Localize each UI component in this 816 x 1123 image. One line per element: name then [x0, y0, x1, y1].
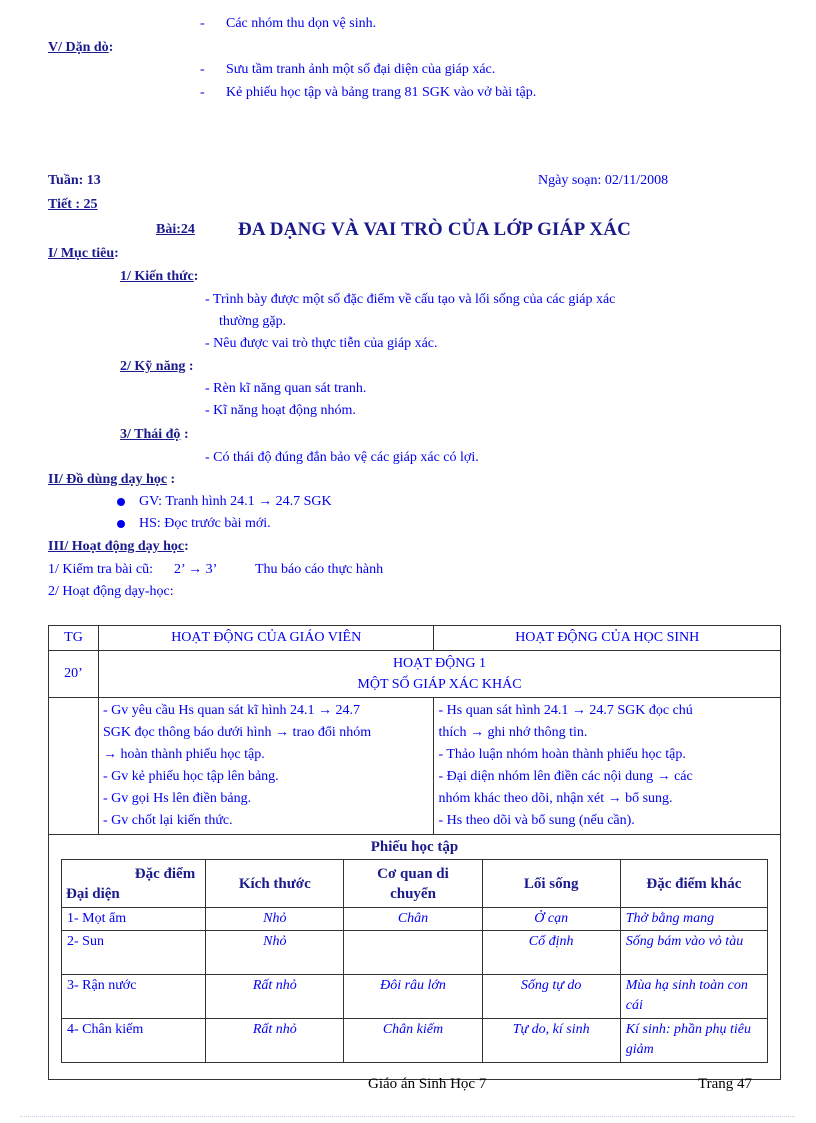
review-label: 1/ Kiểm tra bài cũ: [48, 562, 153, 577]
knowledge-item-cont: thường gặp. [219, 314, 287, 329]
activity-time-empty [49, 698, 99, 835]
teaching-label: 2/ Hoạt động dạy-học: [48, 584, 174, 599]
corner-header: Đặc điểm Đại diện [62, 860, 206, 908]
bullet-icon [117, 498, 125, 506]
skills-item: - Kĩ năng hoạt động nhóm. [205, 403, 356, 418]
bullet-icon [117, 520, 125, 528]
table-row: 2- Sun Nhỏ Cố định Sống bám vào vỏ tàu [62, 931, 768, 975]
activity-time: 20’ [49, 651, 99, 698]
table-header-row [49, 626, 781, 651]
review-line [48, 562, 383, 578]
activities-heading: III/ Hoạt động dạy học: [48, 539, 189, 554]
skills-heading: 2/ Kỹ năng : [120, 359, 194, 374]
materials-heading: II/ Đồ dùng dạy học : [48, 472, 176, 487]
footer-page-number: Trang 47 [698, 1076, 753, 1092]
lesson-title: ĐA DẠNG VÀ VAI TRÒ CỦA LỚP GIÁP XÁC [238, 219, 632, 240]
activity-content-row [49, 698, 781, 835]
materials-item: GV: Tranh hình 24.1 → 24.7 SGK [117, 494, 332, 510]
prepared-date: Ngày soạn: 02/11/2008 [538, 173, 669, 188]
worksheet-row [49, 835, 781, 1080]
objectives-heading: I/ Mục tiêu: [48, 246, 119, 261]
page-break-divider [20, 1116, 795, 1117]
review-time: 2’ → 3’ [173, 562, 217, 577]
header-student: HOẠT ĐỘNG CỦA HỌC SINH [434, 626, 781, 651]
header-time: TG [49, 626, 99, 651]
header-teacher: HOẠT ĐỘNG CỦA GIÁO VIÊN [98, 626, 434, 651]
col-movement: Cơ quan di chuyển [344, 860, 482, 908]
skills-item: - Rèn kĩ năng quan sát tranh. [205, 381, 367, 396]
activity-title: HOẠT ĐỘNG 1 MỘT SỐ GIÁP XÁC KHÁC [98, 651, 780, 698]
materials-item: HS: Đọc trước bài mới. [117, 516, 271, 532]
review-note: Thu báo cáo thực hành [254, 562, 384, 577]
table-row: 1- Mọt ẩm Nhỏ Chân Ở cạn Thở bằng mang [62, 908, 768, 931]
cleanup-item: - Các nhóm thu dọn vệ sinh. [200, 16, 377, 31]
activity-table [48, 625, 781, 1080]
col-other: Đặc điểm khác [620, 860, 767, 908]
period-label: Tiết : 25 [48, 197, 98, 212]
col-size: Kích thước [206, 860, 344, 908]
footer-doc-name: Giáo án Sinh Học 7 [368, 1076, 487, 1092]
week-label: Tuần: 13 [48, 173, 101, 188]
student-activities: - Hs quan sát hình 24.1 → 24.7 SGK đọc chú thích → ghi nhớ thông tin. - Thảo luận nhóm hoàn thành phiếu học tập. - Đại diện nhóm lên điền các nội dung → các nhóm khác theo dõi, nhận xét → bổ sung. - Hs theo dõi và bổ sung (nếu cần). [434, 698, 781, 835]
worksheet-table [61, 859, 768, 1063]
knowledge-item: - Trình bày được một số đặc điểm về cấu tạo và lối sống của các giáp xác [205, 292, 616, 307]
activity-title-row [49, 651, 781, 698]
homework-item: - Sưu tầm tranh ảnh một số đại diện của giáp xác. [200, 62, 496, 77]
homework-heading: V/ Dặn dò: [48, 40, 114, 55]
knowledge-item: - Nêu được vai trò thực tiễn của giáp xác. [205, 336, 438, 351]
worksheet-title: Phiếu học tập [370, 839, 459, 855]
knowledge-heading: 1/ Kiến thức: [120, 269, 199, 284]
worksheet-header-row [62, 860, 768, 908]
lesson-number: Bài:24 [156, 222, 195, 237]
table-row: 3- Rận nước Rất nhỏ Đôi râu lớn Sống tự do Mùa hạ sinh toàn con cái [62, 975, 768, 1019]
homework-item: - Kẻ phiếu học tập và bảng trang 81 SGK vào vở bài tập. [200, 85, 537, 100]
worksheet-container [49, 835, 781, 1080]
col-lifestyle: Lối sống [482, 860, 620, 908]
teacher-activities: - Gv yêu cầu Hs quan sát kĩ hình 24.1 → 24.7 SGK đọc thông báo dưới hình → trao đổi nhóm → hoàn thành phiếu học tập. - Gv kẻ phiếu học tập lên bảng. - Gv gọi Hs lên điền bảng. - Gv chốt lại kiến thức. [98, 698, 434, 835]
attitude-item: - Có thái độ đúng đắn bảo vệ các giáp xác có lợi. [205, 450, 479, 465]
table-row: 4- Chân kiếm Rất nhỏ Chân kiếm Tự do, kí sinh Kí sinh: phần phụ tiêu giảm [62, 1019, 768, 1063]
attitude-heading: 3/ Thái độ : [120, 427, 189, 442]
